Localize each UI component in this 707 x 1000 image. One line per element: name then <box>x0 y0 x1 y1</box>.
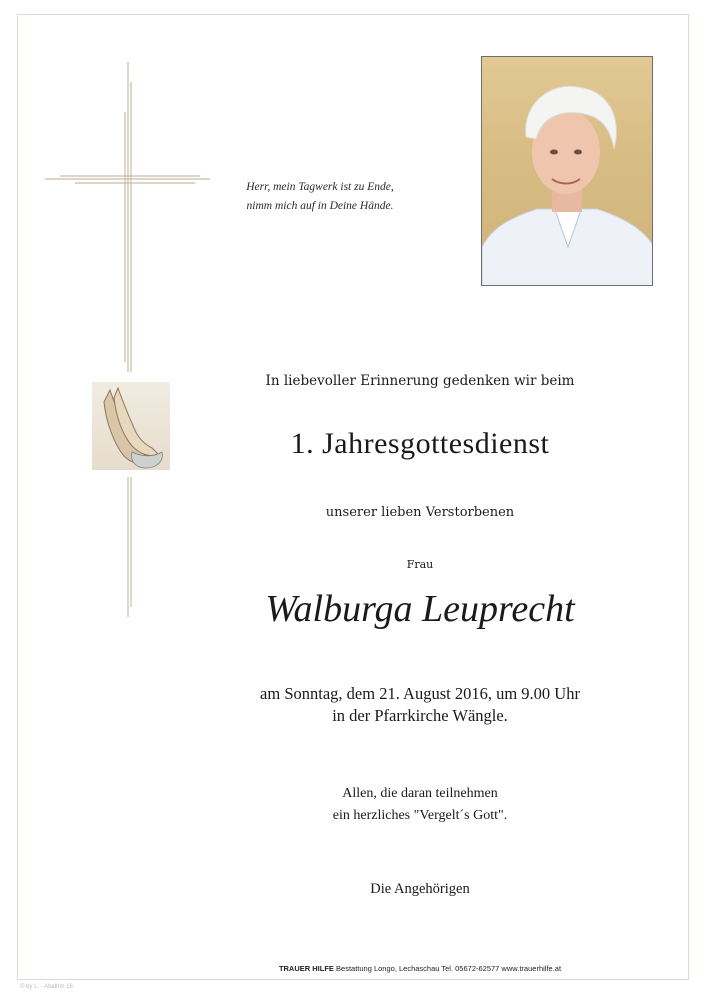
footer-brand: TRAUER HILFE <box>278 964 334 973</box>
signature: Die Angehörigen <box>370 881 470 897</box>
thanks-line-2: ein herzliches "Vergelt´s Gott". <box>332 808 508 823</box>
intro-text: In liebevoller Erinnerung gedenken wir beim <box>265 373 575 389</box>
cross-icon <box>45 62 215 622</box>
thanks-text <box>175 783 665 827</box>
event-title: 1. Jahresgottesdienst <box>290 427 550 460</box>
portrait-photo <box>481 56 653 286</box>
motto <box>210 178 430 216</box>
salutation: Frau <box>406 558 434 571</box>
thanks-line-1: Allen, die daran teilnehmen <box>342 786 498 801</box>
copyright: © by L. - Abalhm 16 <box>20 984 73 990</box>
footer-contact: Bestattung Longo, Lechaschau Tel. 05672-62577 www.trauerhilfe.at <box>333 964 562 973</box>
service-location: in der Pfarrkirche Wängle. <box>332 706 508 725</box>
footer <box>175 964 665 973</box>
praying-hands-icon <box>92 382 170 470</box>
subtitle: unserer lieben Verstorbenen <box>325 505 515 520</box>
service-details <box>175 683 665 727</box>
motto-line-1: Herr, mein Tagwerk ist zu Ende, <box>246 181 394 193</box>
deceased-name: Walburga Leuprecht <box>265 588 575 630</box>
service-date: am Sonntag, dem 21. August 2016, um 9.00 Uhr <box>260 684 580 703</box>
motto-line-2: nimm mich auf in Deine Hände. <box>246 200 394 212</box>
